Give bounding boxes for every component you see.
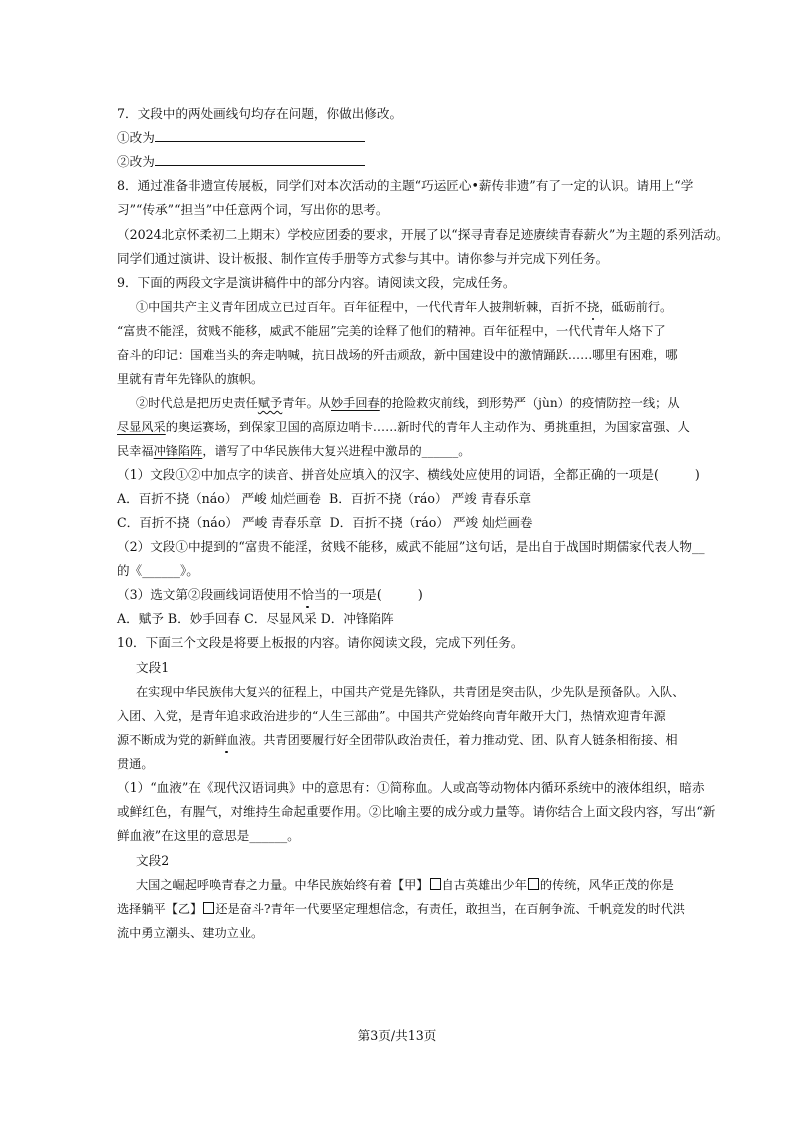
text: ①中国共产主义青年团成立已过百年。百年征程中，一代代青年人披荆斩棘，百折不 [136,300,587,314]
blank-box[interactable] [203,902,214,914]
underlined-word: 赋予 [257,396,283,410]
q9-sub3-stem [117,586,423,604]
q10-sub1-line2: 或鲜红色，有腥气，对维持生命起重要作用。②比喻主要的成分或力量等。请你结合上面文段内容，写出“新 [117,804,716,819]
q9-passage2-line1 [136,394,680,412]
text: 的一项是( [326,587,382,602]
q10-segment2-line2 [117,900,685,918]
page-number: 第3页/共13页 [357,1028,437,1043]
q10-segment2-title: 文段2 [136,853,170,868]
q10-sub1-line1: （1）“血液”在《现代汉语词典》中的意思有：①简称血。人或高等动物体内循环系统中的液体组织，暗赤 [117,780,705,795]
q9-passage2-line2 [117,418,690,436]
option-d[interactable]: D．百折不挠（ráo） 严竣 灿烂画卷 [329,515,533,530]
text: 的传统，风华正茂的你是 [539,878,674,892]
q10-segment1-line1: 在实现中华民族伟大复兴的征程上，中国共产党是先锋队，共青团是突击队，少先队是预备队。入队、 [136,685,685,699]
option-c[interactable]: C．百折不挠（náo） 严峻 青春乐章 [117,515,322,530]
dotted-char: 挠 [586,300,600,314]
q7-stem: 7．文段中的两处画线句均存在问题，你做出修改。 [117,106,403,121]
intro-line1: （2024北京怀柔初二上期末）学校应团委的要求，开展了以“探寻青春足迹赓续青春薪火”为主题的系列活动。 [117,227,729,242]
q7-fix1-label: ①改为 [117,130,155,145]
option-a[interactable]: A．百折不挠（náo） 严峻 灿烂画卷 [117,491,322,506]
q7-fix2-label: ②改为 [117,154,155,169]
text: 。共青团要履行好全团带队政治责任，着力推动党、团、队育人链条相衔接、相 [251,733,678,747]
q10-segment1-line2: 入团、入党，是青年追求政治进步的“人生三部曲”。中国共产党始终向青年敞开大门，热情欢迎青年源 [117,709,666,723]
q10-sub1-line3: 鲜血液”在这里的意思是______。 [117,828,300,843]
q8-line2: 习”“传承”“担当”中任意两个词，写出你的思考。 [117,202,389,217]
text: 自古英雄出少年 [441,878,527,892]
q9-passage1-line3: 奋斗的印记：国难当头的奔走呐喊，抗日战场的歼击顽敌，新中国建设中的激情踊跃……哪里有困难，哪 [117,348,678,362]
text: ) [694,467,700,482]
blank-box[interactable] [430,878,441,890]
q10-segment1-line4: 贯通。 [117,757,154,771]
text: ②时代总是把历史责任 [136,396,258,410]
blank-box[interactable] [528,878,539,890]
text: （1）文段①②中加点字的读音、拼音处应填入的汉字、横线处应使用的词语，全都正确的一项是( [117,467,659,482]
underlined-word: 冲锋陷阵 [153,444,203,458]
q10-segment2-line3: 流中勇立潮头、建功立业。 [117,926,264,940]
q10-segment1-title: 文段1 [136,660,170,675]
q10-segment2-line1 [136,876,674,894]
text: 选择躺平【乙】 [117,902,203,916]
intro-line2: 同学们通过演讲、设计板报、制作宣传手册等方式参与其中。请你参与并完成下列任务。 [117,251,609,266]
q9-passage1-line2: “富贵不能淫，贫贱不能移，威武不能屈”完美的诠释了他们的精神。百年征程中，一代代青年人烙下了 [117,324,666,338]
text: 青年。从 [282,396,331,410]
dotted-word: 新鲜血液 [202,733,252,747]
text: ，砥砺前行。 [599,300,673,314]
text: 源不断成为党的 [117,733,203,747]
q7-fix1-blank[interactable] [155,129,365,142]
text: 的抢险救灾前线，到形势严（jùn）的疫情防控一线；从 [379,396,680,410]
q9-sub2-line2: 的《______》。 [117,563,199,578]
q9-passage2-line3 [117,442,470,460]
text: 大国之崛起呼唤青春之力量。中华民族始终有着【甲】 [136,878,429,892]
text: ，谱写了中华民族伟大复兴进程中激昂的______。 [202,444,471,458]
q9-sub1-stem [117,466,700,484]
text: 民幸福 [117,444,154,458]
q7-fix2-blank[interactable] [155,153,365,166]
q7-fix2 [117,153,365,171]
q9-sub3-options: A．赋予 B．妙手回春 C．尽显风采 D．冲锋陷阵 [117,611,394,626]
q9-stem: 9．下面的两段文字是演讲稿件中的部分内容。请阅读文段，完成任务。 [117,275,516,290]
q9-passage1-line1 [136,298,672,316]
q7-fix1 [117,129,365,147]
q9-passage1-line4: 里就有青年先锋队的旗帜。 [117,372,264,386]
q9-sub1-options-cd [117,514,533,532]
q9-sub2-line1: （2）文段①中提到的“富贵不能淫，贫贱不能移，威武不能屈”这句话，是出自于战国时期儒家代表人物__ [117,539,705,554]
q8-line1: 8．通过准备非遗宣传展板，同学们对本次活动的主题“巧运匠心•薪传非遗”有了一定的认识。请用上“学 [117,178,694,193]
dotted-word: 不恰当 [288,587,327,602]
underlined-word: 妙手回春 [331,396,380,410]
q10-segment1-line3 [117,731,678,749]
underlined-word: 尽显风采 [117,420,166,434]
q10-stem: 10．下面三个文段是将要上板报的内容。请你阅读文段，完成下列任务。 [117,635,524,650]
text: 的奥运赛场，到保家卫国的高原边哨卡……新时代的青年人主动作为、勇挑重担，为国家富强、人 [165,420,690,434]
text: 还是奋斗?青年一代要坚定理想信念，有责任，敢担当，在百舸争流、千帆竞发的时代洪 [215,902,685,916]
text: ) [417,587,423,602]
option-b[interactable]: B．百折不挠（ráo） 严竣 青春乐章 [329,491,532,506]
text: （3）选文第②段画线词语使用 [117,587,289,602]
q9-sub1-options-ab [117,490,531,508]
